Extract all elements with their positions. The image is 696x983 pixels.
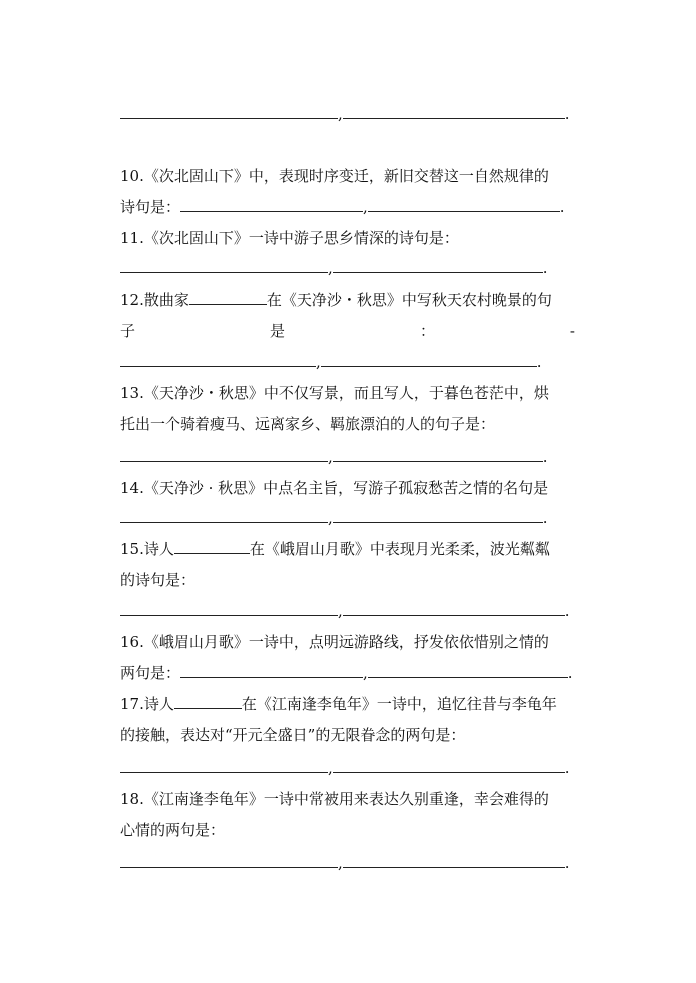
question-12: 12.散曲家 在《天净沙・秋思》中写秋天农村晚景的句: [120, 291, 552, 309]
blank[interactable]: [120, 508, 328, 523]
answer-line-17[interactable]: , .: [120, 758, 580, 778]
question-11: 11.《次北固山下》一诗中游子思乡情深的诗句是：: [120, 229, 459, 247]
blank[interactable]: [120, 352, 316, 367]
blank[interactable]: [180, 197, 363, 212]
blank[interactable]: [174, 694, 242, 709]
blank[interactable]: [368, 197, 560, 212]
blank[interactable]: [321, 352, 537, 367]
question-18: 18.《江南逢李龟年》一诗中常被用来表达久别重逢，幸会难得的: [120, 790, 549, 808]
answer-line-11[interactable]: , .: [120, 258, 580, 278]
blank[interactable]: [343, 853, 565, 868]
answer-line-14[interactable]: , .: [120, 508, 580, 528]
blank[interactable]: [333, 258, 543, 273]
question-13: 13.《天净沙・秋思》中不仅写景，而且写人，于暮色苍茫中，烘: [120, 384, 549, 402]
blank[interactable]: [120, 258, 328, 273]
blank[interactable]: [120, 758, 328, 773]
question-12-cont: 子 是 ： -: [120, 322, 575, 340]
question-14: 14.《天净沙 · 秋思》中点名主旨，写游子孤寂愁苦之情的名句是: [120, 479, 549, 497]
blank[interactable]: [343, 601, 565, 616]
blank[interactable]: [333, 758, 565, 773]
question-17: 17.诗人 在《江南逢李龟年》一诗中，追忆往昔与李龟年: [120, 695, 557, 713]
question-16: 16.《峨眉山月歌》一诗中，点明远游路线，抒发依依惜别之情的: [120, 633, 549, 651]
blank[interactable]: [368, 663, 568, 678]
blank[interactable]: [120, 601, 338, 616]
question-15: 15.诗人 在《峨眉山月歌》中表现月光柔柔，波光粼粼: [120, 540, 550, 558]
blank[interactable]: [174, 539, 250, 554]
answer-line-15[interactable]: , .: [120, 601, 580, 621]
answer-line-18[interactable]: , .: [120, 853, 580, 873]
question-18-cont: 心情的两句是：: [120, 821, 226, 839]
answer-line-16[interactable]: 两句是： , .: [120, 664, 573, 682]
blank[interactable]: [120, 853, 338, 868]
blank[interactable]: [343, 104, 565, 119]
blank[interactable]: [189, 290, 267, 305]
answer-line-13[interactable]: , .: [120, 447, 580, 467]
blank[interactable]: [120, 104, 338, 119]
question-13-cont: 托出一个骑着瘦马、远离家乡、羁旅漂泊的人的句子是：: [120, 415, 496, 433]
blank[interactable]: [333, 508, 543, 523]
blank[interactable]: [180, 663, 363, 678]
question-15-cont: 的诗句是：: [120, 571, 196, 589]
question-17-cont: 的接触，表达对“开元全盛日”的无限眷念的两句是：: [120, 726, 466, 744]
answer-line-9[interactable]: , .: [120, 104, 580, 124]
question-10: 10.《次北固山下》中，表现时序变迁，新旧交替这一自然规律的: [120, 167, 549, 185]
answer-line-10[interactable]: 诗句是： , .: [120, 198, 565, 216]
blank[interactable]: [333, 447, 543, 462]
blank[interactable]: [120, 447, 328, 462]
answer-line-12[interactable]: , .: [120, 352, 580, 372]
